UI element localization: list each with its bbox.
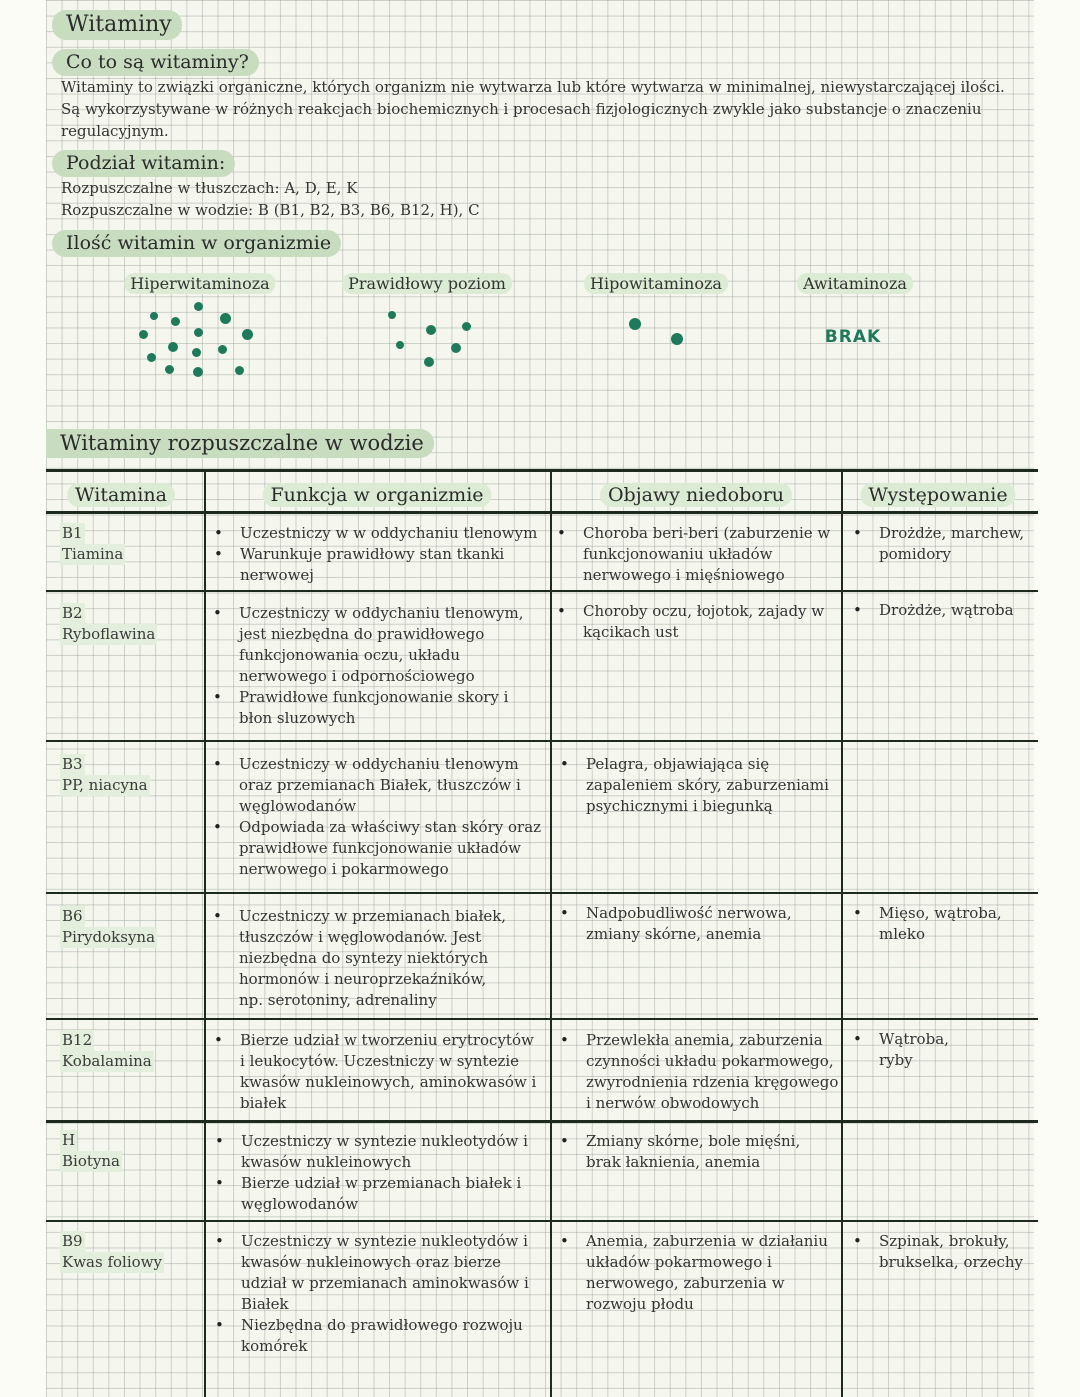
dot bbox=[193, 367, 203, 377]
level-label-avit: Awitaminoza bbox=[797, 273, 913, 294]
vitamin-name: Ryboflawina bbox=[62, 625, 156, 643]
list-item: • Odpowiada za właściwy stan skóry oraz prawidłowe funkcjonowanie układów nerwowego i pokarmowego bbox=[211, 817, 547, 880]
deficiency-list bbox=[558, 1231, 833, 1315]
function-list bbox=[211, 603, 531, 729]
dot bbox=[629, 318, 641, 330]
table-row-vitamin bbox=[60, 906, 157, 948]
list-item: • Uczestniczy w syntezie nukleotydów i kwasów nukleinowych oraz bierze udział w przemianach aminokwasów i Białek bbox=[213, 1231, 538, 1315]
col-header-function: Funkcja w organizmie bbox=[262, 483, 491, 507]
function-list bbox=[213, 1131, 543, 1215]
list-item: • Choroba beri-beri (zaburzenie w funkcjonowaniu układów nerwowego i mięśniowego bbox=[555, 523, 837, 586]
level-label-hyper: Hiperwitaminoza bbox=[124, 273, 275, 294]
deficiency-list bbox=[555, 601, 837, 643]
dot bbox=[451, 343, 461, 353]
dot bbox=[147, 353, 156, 362]
vitamin-name: PP, niacyna bbox=[62, 776, 148, 794]
vitamin-code: B12 bbox=[62, 1031, 93, 1049]
list-item: • Zmiany skórne, bole mięśni, brak łaknienia, anemia bbox=[558, 1131, 828, 1173]
dot bbox=[218, 345, 227, 354]
dot bbox=[388, 311, 396, 319]
list-item: • Nadpobudliwość nerwowa, zmiany skórne, anemia bbox=[558, 903, 828, 945]
function-list bbox=[213, 1231, 538, 1357]
list-item: • Bierze udział w przemianach białek i węglowodanów bbox=[213, 1173, 543, 1215]
list-item: • Prawidłowe funkcjonowanie skory i błon sluzowych bbox=[211, 687, 531, 729]
list-item: • Uczestniczy w przemianach białek, tłuszczów i węglowodanów. Jest niezbędna do syntezy niektórych hormonów i neuroprzekaźników, np. serotoniny, adrenaliny bbox=[211, 906, 511, 1011]
division-line-fat: Rozpuszczalne w tłuszczach: A, D, E, K bbox=[61, 179, 358, 197]
page-title: Witaminy bbox=[52, 10, 182, 40]
list-item: • Mięso, wątroba, mleko bbox=[851, 903, 1031, 945]
table-row-vitamin bbox=[60, 1231, 164, 1273]
function-list bbox=[211, 906, 511, 1011]
table-rule bbox=[46, 1120, 1038, 1123]
deficiency-list bbox=[558, 903, 828, 945]
vitamin-code: B6 bbox=[62, 907, 83, 925]
table-col-rule bbox=[204, 471, 206, 1397]
dot bbox=[171, 317, 180, 326]
col-header-deficiency: Objawy niedoboru bbox=[600, 483, 792, 507]
dot bbox=[396, 341, 404, 349]
list-item: • Choroby oczu, łojotok, zajady w kącikach ust bbox=[555, 601, 837, 643]
vitamin-code: B1 bbox=[62, 524, 83, 542]
deficiency-list bbox=[555, 523, 837, 586]
dot bbox=[242, 329, 253, 340]
table-rule bbox=[46, 511, 1038, 514]
list-item: • Uczestniczy w w oddychaniu tlenowym bbox=[212, 523, 548, 544]
level-label-normal: Prawidłowy poziom bbox=[342, 273, 512, 294]
deficiency-list bbox=[558, 1030, 840, 1114]
col-header-vitamin: Witamina bbox=[67, 483, 175, 507]
sources-list bbox=[851, 600, 1031, 621]
function-list bbox=[212, 1030, 542, 1114]
dot bbox=[424, 357, 434, 367]
level-label-hypo: Hipowitaminoza bbox=[584, 273, 728, 294]
dot bbox=[192, 348, 201, 357]
dot bbox=[194, 328, 203, 337]
deficiency-list bbox=[558, 1131, 828, 1173]
vitamin-name: Biotyna bbox=[62, 1152, 120, 1170]
vitamin-name: Kobalamina bbox=[62, 1052, 152, 1070]
vitamin-name: Pirydoksyna bbox=[62, 928, 156, 946]
list-item: • Bierze udział w tworzeniu erytrocytów i leukocytów. Uczestniczy w syntezie kwasów nukleinowych, aminokwasów i białek bbox=[212, 1030, 542, 1114]
sources-list bbox=[851, 1029, 981, 1071]
list-item: • Przewlekła anemia, zaburzenia czynności układu pokarmowego, zwyrodnienia rdzenia kręgowego i nerwów obwodowych bbox=[558, 1030, 840, 1114]
sources-list bbox=[851, 1231, 1031, 1273]
vitamin-code: H bbox=[62, 1131, 76, 1149]
dot bbox=[194, 302, 203, 311]
table-row-vitamin bbox=[60, 1030, 154, 1072]
function-list bbox=[212, 523, 548, 586]
table-rule bbox=[46, 469, 1038, 472]
vitamin-code: B2 bbox=[62, 604, 83, 622]
division-heading: Podział witamin: bbox=[52, 150, 235, 177]
list-item: • Uczestniczy w oddychaniu tlenowym, jest niezbędna do prawidłowego funkcjonowania oczu, układu nerwowego i odpornościowego bbox=[211, 603, 531, 687]
intro-heading: Co to są witaminy? bbox=[52, 49, 259, 76]
list-item: • Drożdże, marchew, pomidory bbox=[851, 523, 1031, 565]
division-line-water: Rozpuszczalne w wodzie: B (B1, B2, B3, B6, B12, H), C bbox=[61, 201, 480, 219]
table-col-rule bbox=[841, 471, 843, 1397]
sources-list bbox=[851, 523, 1031, 565]
table-rule bbox=[46, 892, 1038, 894]
list-item: • Wątroba, ryby bbox=[851, 1029, 981, 1071]
list-item: • Niezbędna do prawidłowego rozwoju komórek bbox=[213, 1315, 538, 1357]
col-header-sources: Występowanie bbox=[860, 483, 1015, 507]
dot bbox=[220, 313, 231, 324]
dot bbox=[150, 312, 158, 320]
list-item: • Anemia, zaburzenia w działaniu układów pokarmowego i nerwowego, zaburzenia w rozwoju płodu bbox=[558, 1231, 833, 1315]
sources-list bbox=[851, 903, 1031, 945]
list-item: • Uczestniczy w oddychaniu tlenowym oraz przemianach Białek, tłuszczów i węglowodanów bbox=[211, 754, 547, 817]
list-item: • Warunkuje prawidłowy stan tkanki nerwowej bbox=[212, 544, 548, 586]
dot bbox=[462, 322, 471, 331]
table-row-vitamin bbox=[60, 523, 125, 565]
vitamin-name: Tiamina bbox=[62, 545, 124, 563]
intro-text: Witaminy to związki organiczne, których organizm nie wytwarza lub które wytwarza w minimalnej, niewystarczającej ilości. Są wykorzystywane w różnych reakcjach biochemicznych i procesach fizjologicznych zwykle jako substancje o znaczeniu regulacyjnym. bbox=[61, 78, 1005, 140]
dot bbox=[168, 342, 178, 352]
list-item: • Pelagra, objawiająca się zapaleniem skóry, zaburzeniami psychicznymi i biegunką bbox=[558, 754, 838, 817]
dot bbox=[139, 330, 148, 339]
table-row-vitamin bbox=[60, 1130, 122, 1172]
table-rule bbox=[46, 590, 1038, 592]
dot bbox=[165, 365, 174, 374]
dot bbox=[235, 366, 244, 375]
list-item: • Uczestniczy w syntezie nukleotydów i kwasów nukleinowych bbox=[213, 1131, 543, 1173]
table-row-vitamin bbox=[60, 754, 150, 796]
deficiency-list bbox=[558, 754, 838, 817]
table-col-rule bbox=[550, 471, 552, 1397]
dot bbox=[671, 333, 683, 345]
vitamin-code: B9 bbox=[62, 1232, 83, 1250]
levels-heading: Ilość witamin w organizmie bbox=[52, 230, 341, 257]
dot bbox=[426, 325, 436, 335]
table-row-vitamin bbox=[60, 603, 157, 645]
table-rule bbox=[46, 1018, 1038, 1020]
vitamin-name: Kwas foliowy bbox=[62, 1253, 162, 1271]
table-rule bbox=[46, 1220, 1038, 1222]
function-list bbox=[211, 754, 547, 880]
list-item: • Szpinak, brokuły, brukselka, orzechy bbox=[851, 1231, 1031, 1273]
table-rule bbox=[46, 740, 1038, 742]
list-item: • Drożdże, wątroba bbox=[851, 600, 1031, 621]
avitaminosis-none-text: BRAK bbox=[824, 327, 882, 347]
vitamin-code: B3 bbox=[62, 755, 83, 773]
table-heading: Witaminy rozpuszczalne w wodzie bbox=[46, 429, 434, 458]
